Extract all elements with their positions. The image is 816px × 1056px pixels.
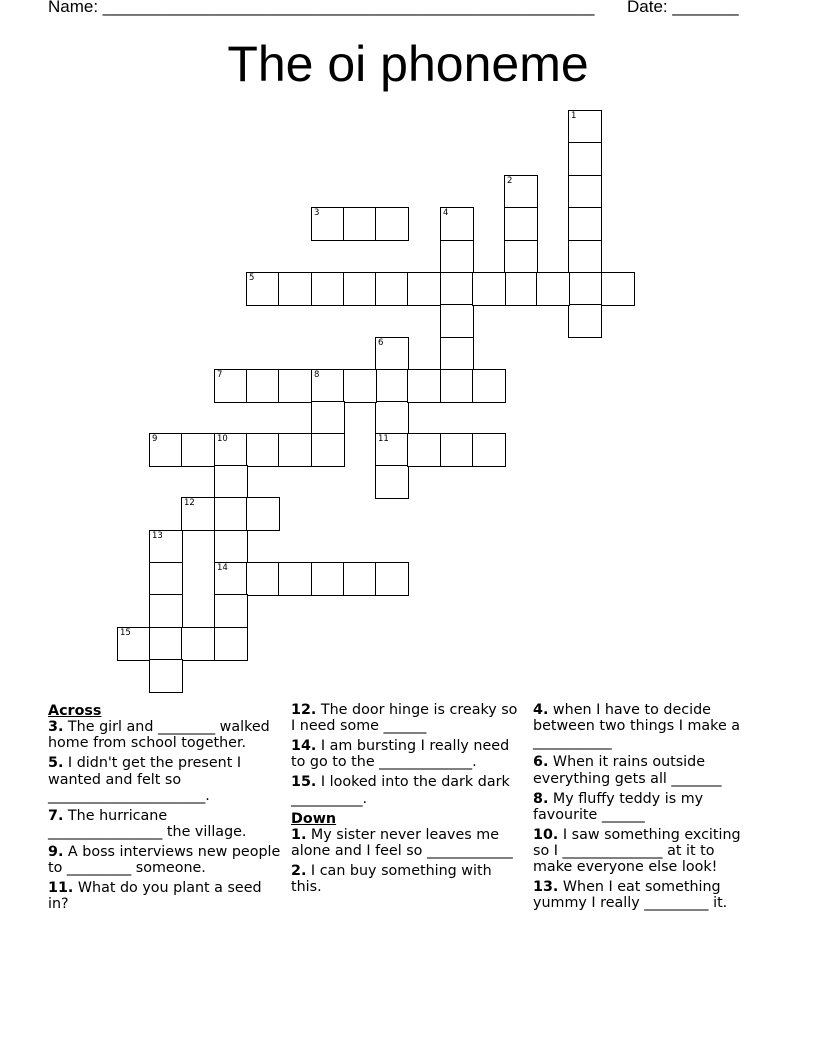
clue-text: The hurricane ________________ the village. (48, 807, 247, 841)
clue-text: I can buy something with this. (291, 863, 492, 896)
clue-number-9: 9 (152, 434, 158, 444)
crossword-cell[interactable] (278, 369, 312, 403)
crossword-cell[interactable] (278, 433, 312, 467)
clue-item (291, 827, 525, 859)
crossword-cell[interactable] (311, 401, 345, 435)
crossword-cell[interactable] (440, 240, 474, 274)
crossword-cell[interactable] (375, 465, 409, 499)
crossword-cell[interactable] (407, 272, 441, 306)
clue-number-14: 14 (217, 563, 228, 573)
clue-column-2 (291, 702, 525, 899)
clue-text: My fluffy teddy is my favourite ______ (533, 790, 704, 823)
clue-text: The door hinge is creaky so I need some ______ (291, 702, 518, 735)
clue-number: 5. (48, 755, 64, 772)
crossword-cell[interactable] (568, 207, 602, 241)
crossword-cell[interactable] (149, 659, 183, 693)
crossword-cell[interactable] (278, 562, 312, 596)
clue-number: 1. (291, 826, 307, 843)
crossword-cell[interactable] (246, 497, 280, 531)
crossword-cell[interactable] (440, 369, 474, 403)
crossword-cell[interactable] (181, 627, 215, 661)
clue-text: My sister never leaves me alone and I feel so ____________ (291, 826, 513, 860)
crossword-cell[interactable] (214, 627, 248, 661)
clue-number-2: 2 (507, 176, 513, 186)
clue-text: I didn't get the present I wanted and felt so ______________________. (48, 755, 242, 804)
clue-text: When it rains outside everything gets all _______ (533, 754, 722, 787)
date-line: Date: _______ (627, 0, 739, 16)
clue-item (533, 791, 758, 823)
clue-number: 15. (291, 774, 317, 791)
crossword-cell[interactable] (343, 272, 377, 306)
crossword-cell[interactable] (311, 562, 345, 596)
clue-number-5: 5 (249, 273, 255, 283)
clue-number: 4. (533, 702, 549, 718)
clue-number-10: 10 (217, 434, 228, 444)
clue-text: A boss interviews new people to _________ someone. (48, 844, 281, 877)
crossword-cell[interactable] (246, 562, 280, 596)
clue-text: I saw something exciting so I ______________ at it to make everyone else look! (533, 826, 741, 876)
clue-number-13: 13 (152, 531, 163, 541)
crossword-cell[interactable] (149, 562, 183, 596)
crossword-cell[interactable] (472, 369, 506, 403)
crossword-cell[interactable] (504, 272, 538, 306)
clue-item (533, 702, 758, 751)
clue-item (48, 755, 282, 804)
page-title: The oi phoneme (227, 36, 589, 92)
crossword-cell[interactable] (343, 207, 377, 241)
crossword-cell[interactable] (472, 433, 506, 467)
crossword-cell[interactable] (504, 207, 538, 241)
clue-column-3 (533, 702, 758, 915)
crossword-cell[interactable] (504, 240, 538, 274)
clue-item (48, 719, 282, 751)
clue-number-8: 8 (314, 370, 320, 380)
clue-number-1: 1 (571, 111, 577, 121)
clue-text: I am bursting I really need to go to the _____________. (291, 738, 510, 771)
clue-number: 12. (291, 702, 317, 718)
crossword-cell[interactable] (214, 530, 248, 564)
crossword-cell[interactable] (440, 337, 474, 371)
clue-number-12: 12 (184, 498, 195, 508)
clue-item (291, 774, 525, 806)
down-heading: Down (291, 810, 337, 827)
crossword-cell[interactable] (149, 594, 183, 628)
clue-number-3: 3 (314, 208, 320, 218)
across-heading: Across (48, 703, 102, 719)
clue-item (48, 808, 282, 840)
crossword-cell[interactable] (407, 369, 441, 403)
crossword-cell[interactable] (375, 401, 409, 435)
clue-item (533, 879, 758, 911)
crossword-cell[interactable] (311, 433, 345, 467)
crossword-cell[interactable] (407, 433, 441, 467)
clue-number-15: 15 (120, 628, 131, 638)
clue-item (48, 880, 282, 912)
clue-item (291, 702, 525, 734)
clue-number: 9. (48, 844, 64, 861)
clue-text: I looked into the dark dark __________. (291, 774, 510, 807)
crossword-cell[interactable] (246, 433, 280, 467)
clue-number-11: 11 (378, 434, 389, 444)
crossword-cell[interactable] (214, 594, 248, 628)
crossword-cell[interactable] (601, 272, 635, 306)
name-line: Name: ____________________________________________________ (48, 0, 595, 16)
clue-number: 10. (533, 826, 559, 843)
crossword-cell[interactable] (343, 369, 377, 403)
crossword-cell[interactable] (375, 207, 409, 241)
clue-number: 2. (291, 863, 307, 880)
crossword-cell[interactable] (375, 562, 409, 596)
clue-number: 11. (48, 880, 74, 897)
clue-number: 14. (291, 738, 317, 755)
clue-column-1 (48, 702, 282, 916)
clue-item (291, 738, 525, 770)
crossword-cell[interactable] (214, 497, 248, 531)
clue-item (533, 827, 758, 876)
crossword-cell[interactable] (568, 142, 602, 176)
clue-number-7: 7 (217, 370, 223, 380)
crossword-cell[interactable] (472, 272, 506, 306)
clue-text: The girl and ________ walked home from school together. (48, 719, 270, 752)
crossword-cell[interactable] (440, 272, 474, 306)
crossword-cell[interactable] (568, 272, 602, 306)
crossword-cell[interactable] (568, 240, 602, 274)
crossword-cell[interactable] (149, 627, 183, 661)
clue-text: when I have to decide between two things I make a ___________ (533, 702, 741, 751)
clue-number-6: 6 (378, 338, 384, 348)
crossword-cell[interactable] (343, 562, 377, 596)
crossword-cell[interactable] (311, 272, 345, 306)
crossword-cell[interactable] (278, 272, 312, 306)
clue-number-4: 4 (443, 208, 449, 218)
crossword-cell[interactable] (568, 175, 602, 209)
crossword-cell[interactable] (246, 369, 280, 403)
clue-number: 3. (48, 719, 64, 736)
clue-item (533, 754, 758, 786)
clue-number: 6. (533, 754, 549, 771)
crossword-cell[interactable] (375, 272, 409, 306)
crossword-cell[interactable] (536, 272, 570, 306)
crossword-cell[interactable] (214, 465, 248, 499)
clue-number: 13. (533, 879, 559, 896)
crossword-cell[interactable] (181, 433, 215, 467)
crossword-cell[interactable] (568, 304, 602, 338)
clue-text: When I eat something yummy I really _________ it. (533, 879, 728, 912)
crossword-cell[interactable] (375, 369, 409, 403)
crossword-cell[interactable] (440, 304, 474, 338)
clue-number: 8. (533, 790, 549, 807)
clue-item (48, 844, 282, 876)
clue-item (291, 863, 525, 895)
clue-text: What do you plant a seed in? (48, 880, 262, 913)
crossword-cell[interactable] (440, 433, 474, 467)
clue-number: 7. (48, 807, 64, 824)
